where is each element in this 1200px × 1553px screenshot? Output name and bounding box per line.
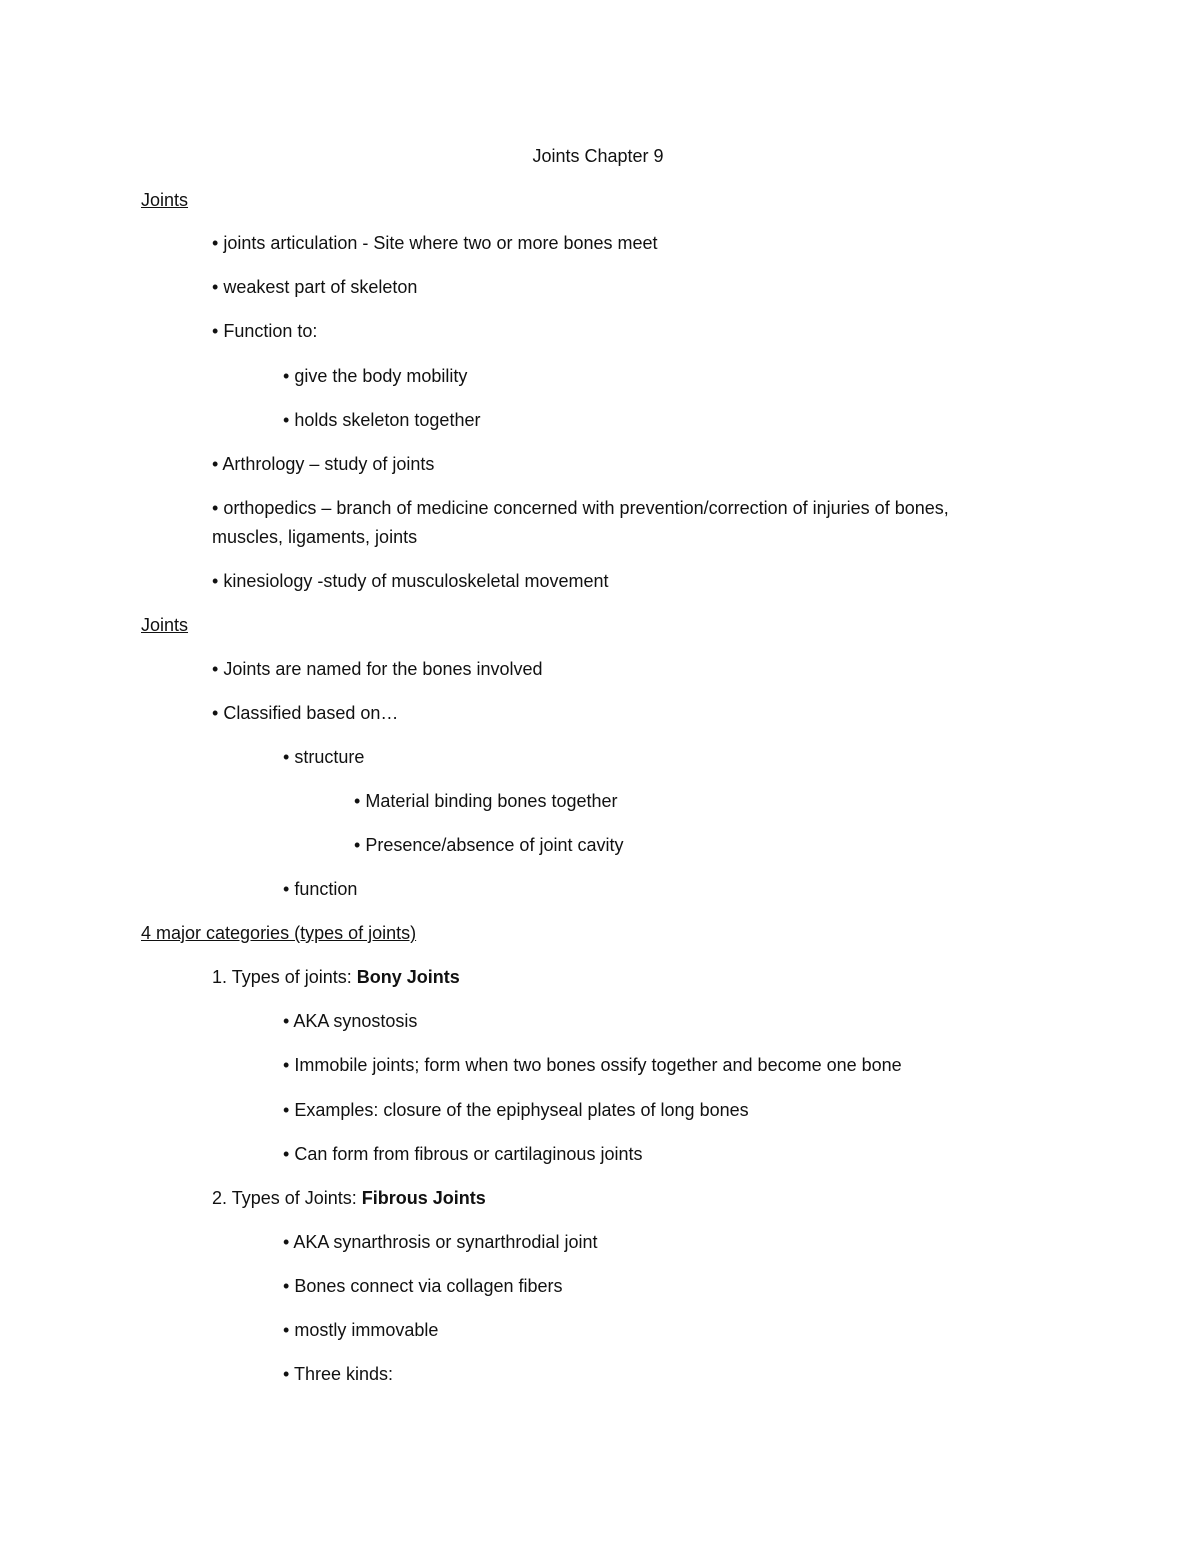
- list-item: • mostly immovable: [283, 1320, 439, 1340]
- numbered-item-fibrous-joints: 2. Types of Joints: Fibrous Joints: [212, 1188, 486, 1208]
- list-item: • Presence/absence of joint cavity: [354, 835, 624, 855]
- list-item: • Arthrology – study of joints: [212, 454, 435, 474]
- list-item: • Can form from fibrous or cartilaginous joints: [283, 1144, 643, 1164]
- list-item: • Function to:: [212, 321, 318, 341]
- bullet-icon: •: [283, 1232, 290, 1252]
- bullet-icon: •: [212, 321, 219, 341]
- section-heading-joints: Joints: [141, 190, 189, 210]
- bullet-icon: •: [283, 366, 290, 386]
- bullet-icon: •: [283, 879, 290, 899]
- list-item: • joints articulation - Site where two or more bones meet: [212, 233, 658, 253]
- section-heading-joints: Joints: [141, 615, 189, 635]
- numbered-item-bony-joints: 1. Types of joints: Bony Joints: [212, 967, 460, 987]
- list-item: • Classified based on…: [212, 703, 399, 723]
- page-title: Joints Chapter 9: [532, 146, 664, 166]
- bullet-icon: •: [283, 1320, 290, 1340]
- bullet-icon: •: [283, 1055, 290, 1075]
- bullet-icon: •: [354, 835, 361, 855]
- list-item: • kinesiology -study of musculoskeletal movement: [212, 571, 609, 591]
- bullet-icon: •: [283, 1144, 290, 1164]
- bullet-icon: •: [212, 233, 219, 253]
- list-item: • Material binding bones together: [354, 791, 618, 811]
- bullet-icon: •: [283, 1011, 290, 1031]
- bullet-icon: •: [212, 454, 219, 474]
- bullet-icon: •: [212, 277, 219, 297]
- list-item: • orthopedics – branch of medicine concerned with prevention/correction of injuries of bones,: [212, 498, 949, 518]
- bullet-icon: •: [283, 1364, 290, 1384]
- list-item: • Three kinds:: [283, 1364, 394, 1384]
- bullet-icon: •: [283, 747, 290, 767]
- list-item: • Joints are named for the bones involved: [212, 659, 543, 679]
- bullet-icon: •: [212, 498, 219, 518]
- bullet-icon: •: [354, 791, 361, 811]
- list-item: • structure: [283, 747, 365, 767]
- list-item: • function: [283, 879, 358, 899]
- section-heading-categories: 4 major categories (types of joints): [141, 923, 417, 943]
- bullet-icon: •: [212, 703, 219, 723]
- list-item: • AKA synarthrosis or synarthrodial joint: [283, 1232, 598, 1252]
- list-item: • weakest part of skeleton: [212, 277, 418, 297]
- list-item-continuation: muscles, ligaments, joints: [212, 527, 418, 547]
- list-item: • Bones connect via collagen fibers: [283, 1276, 563, 1296]
- list-item: • Examples: closure of the epiphyseal plates of long bones: [283, 1100, 749, 1120]
- list-item: • Immobile joints; form when two bones ossify together and become one bone: [283, 1055, 902, 1075]
- bullet-icon: •: [283, 1100, 290, 1120]
- list-item: • AKA synostosis: [283, 1011, 418, 1031]
- bullet-icon: •: [212, 571, 219, 591]
- bullet-icon: •: [283, 410, 290, 430]
- list-item: • holds skeleton together: [283, 410, 481, 430]
- list-item: • give the body mobility: [283, 366, 468, 386]
- bullet-icon: •: [212, 659, 219, 679]
- bullet-icon: •: [283, 1276, 290, 1296]
